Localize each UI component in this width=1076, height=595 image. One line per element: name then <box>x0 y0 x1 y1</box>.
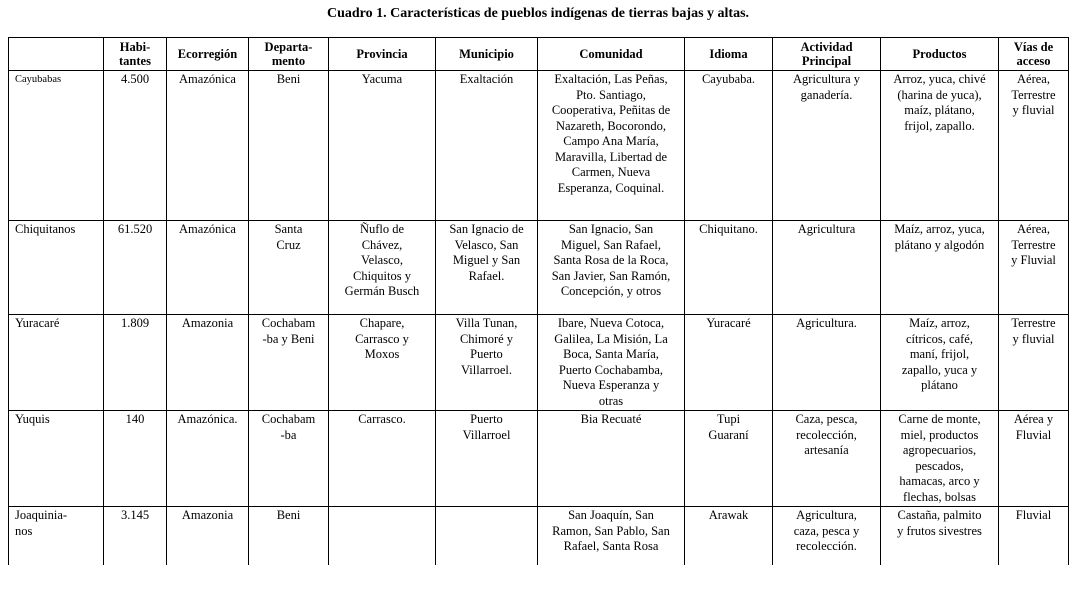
cell-pueblo: Chiquitanos <box>9 221 104 315</box>
cell-departamento: Beni <box>249 507 329 566</box>
cell-pueblo: Yuquis <box>9 411 104 507</box>
column-header-actividad-principal: Actividad Principal <box>773 38 881 71</box>
cell-idioma: Arawak <box>685 507 773 566</box>
cell-municipio: Exaltación <box>436 71 538 221</box>
cell-pueblo: Yuracaré <box>9 315 104 411</box>
cell-vias-de-acceso: Fluvial <box>999 507 1069 566</box>
cell-vias-de-acceso: Terrestre y fluvial <box>999 315 1069 411</box>
column-header-departamento: Departa- mento <box>249 38 329 71</box>
cell-municipio: Villa Tunan, Chimoré y Puerto Villarroel. <box>436 315 538 411</box>
cell-ecorregion: Amazonia <box>167 315 249 411</box>
cell-departamento: Santa Cruz <box>249 221 329 315</box>
cell-comunidad: Ibare, Nueva Cotoca, Galilea, La Misión, La Boca, Santa María, Puerto Cochabamba, Nueva Esperanza y otras <box>538 315 685 411</box>
cell-habitantes: 4.500 <box>104 71 167 221</box>
table-header-row <box>9 38 1069 71</box>
cell-ecorregion: Amazónica <box>167 221 249 315</box>
cell-provincia: Ñuflo de Chávez, Velasco, Chiquitos y Germán Busch <box>329 221 436 315</box>
table-row <box>9 315 1069 411</box>
column-header-municipio: Municipio <box>436 38 538 71</box>
cell-habitantes: 3.145 <box>104 507 167 566</box>
cell-departamento: Beni <box>249 71 329 221</box>
cell-productos: Carne de monte, miel, productos agropecuarios, pescados, hamacas, arco y flechas, bolsas <box>881 411 999 507</box>
column-header-pueblo <box>9 38 104 71</box>
table-body <box>9 38 1069 566</box>
cell-habitantes: 61.520 <box>104 221 167 315</box>
column-header-idioma: Idioma <box>685 38 773 71</box>
cell-vias-de-acceso: Aérea, Terrestre y fluvial <box>999 71 1069 221</box>
cell-idioma: Yuracaré <box>685 315 773 411</box>
cell-municipio <box>436 507 538 566</box>
cell-actividad-principal: Agricultura, caza, pesca y recolección. <box>773 507 881 566</box>
column-header-vias-de-acceso: Vías de acceso <box>999 38 1069 71</box>
table-caption: Cuadro 1. Características de pueblos indígenas de tierras bajas y altas. <box>326 6 750 21</box>
column-header-productos: Productos <box>881 38 999 71</box>
column-header-ecorregion: Ecorregión <box>167 38 249 71</box>
cell-comunidad: Exaltación, Las Peñas, Pto. Santiago, Cooperativa, Peñitas de Nazareth, Bocorondo, Campo Ana María, Maravilla, Libertad de Carmen, Nueva Esperanza, Coquinal. <box>538 71 685 221</box>
cell-ecorregion: Amazónica <box>167 71 249 221</box>
cell-provincia: Yacuma <box>329 71 436 221</box>
table-row <box>9 411 1069 507</box>
column-header-comunidad: Comunidad <box>538 38 685 71</box>
cell-habitantes: 1.809 <box>104 315 167 411</box>
cell-productos: Arroz, yuca, chivé (harina de yuca), maíz, plátano, frijol, zapallo. <box>881 71 999 221</box>
cell-vias-de-acceso: Aérea y Fluvial <box>999 411 1069 507</box>
column-header-habitantes: Habi- tantes <box>104 38 167 71</box>
table-row <box>9 507 1069 566</box>
indigenous-peoples-table <box>8 37 1069 565</box>
table-row <box>9 221 1069 315</box>
cell-idioma: Chiquitano. <box>685 221 773 315</box>
cell-comunidad: Bia Recuaté <box>538 411 685 507</box>
cell-productos: Castaña, palmito y frutos sivestres <box>881 507 999 566</box>
cell-productos: Maíz, arroz, yuca, plátano y algodón <box>881 221 999 315</box>
cell-pueblo: Cayubabas <box>9 71 104 221</box>
cell-actividad-principal: Agricultura. <box>773 315 881 411</box>
cell-actividad-principal: Caza, pesca, recolección, artesanía <box>773 411 881 507</box>
cell-productos: Maíz, arroz, cítricos, café, maní, frijol, zapallo, yuca y plátano <box>881 315 999 411</box>
table-row <box>9 71 1069 221</box>
cell-departamento: Cochabam -ba y Beni <box>249 315 329 411</box>
cell-vias-de-acceso: Aérea, Terrestre y Fluvial <box>999 221 1069 315</box>
cell-comunidad: San Joaquín, San Ramon, San Pablo, San Rafael, Santa Rosa <box>538 507 685 566</box>
cell-departamento: Cochabam -ba <box>249 411 329 507</box>
cell-municipio: Puerto Villarroel <box>436 411 538 507</box>
cell-idioma: Tupi Guaraní <box>685 411 773 507</box>
cell-idioma: Cayubaba. <box>685 71 773 221</box>
cell-provincia: Chapare, Carrasco y Moxos <box>329 315 436 411</box>
cell-actividad-principal: Agricultura y ganadería. <box>773 71 881 221</box>
cell-provincia: Carrasco. <box>329 411 436 507</box>
cell-pueblo: Joaquinia- nos <box>9 507 104 566</box>
cell-provincia <box>329 507 436 566</box>
cell-actividad-principal: Agricultura <box>773 221 881 315</box>
cell-ecorregion: Amazonia <box>167 507 249 566</box>
cell-ecorregion: Amazónica. <box>167 411 249 507</box>
column-header-provincia: Provincia <box>329 38 436 71</box>
cell-municipio: San Ignacio de Velasco, San Miguel y San Rafael. <box>436 221 538 315</box>
cell-comunidad: San Ignacio, San Miguel, San Rafael, Santa Rosa de la Roca, San Javier, San Ramón, Concepción, y otros <box>538 221 685 315</box>
cell-habitantes: 140 <box>104 411 167 507</box>
